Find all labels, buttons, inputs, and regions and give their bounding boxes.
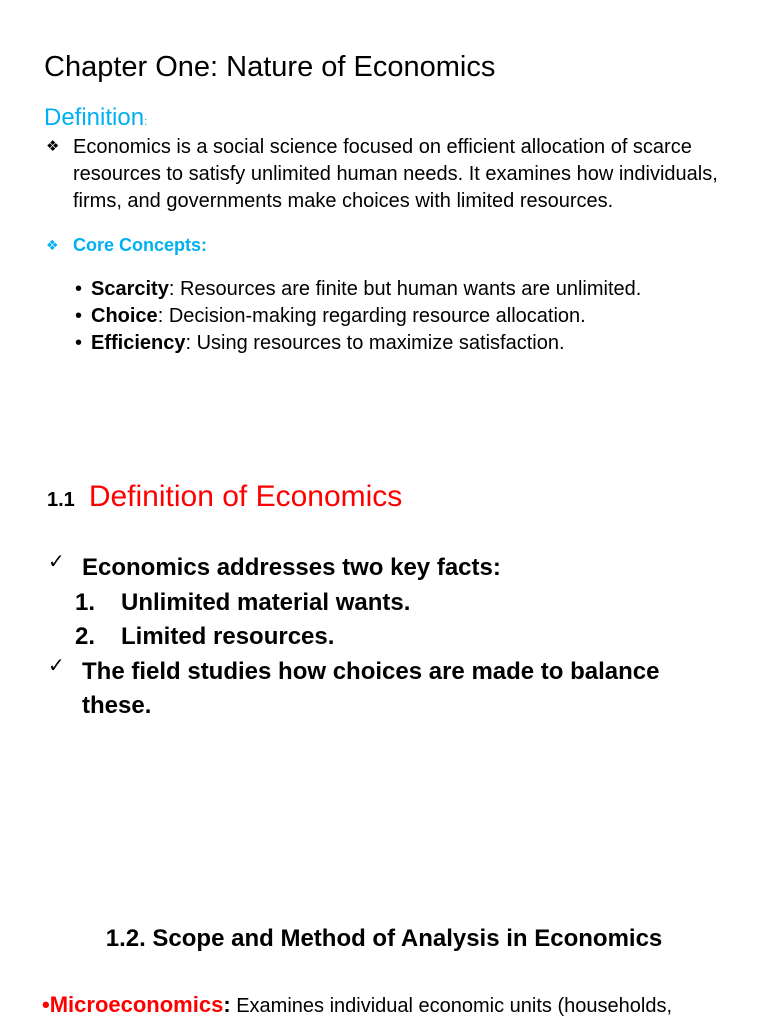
bullet-icon: • [75,305,83,327]
concept-description: Decision-making regarding resource allocation. [168,305,586,327]
item-text: Limited resources. [121,623,335,650]
check-item-text: Economics addresses two key facts: [82,554,501,581]
microeconomics-item [42,991,672,1020]
item-number: 2. [75,623,96,650]
concept-term: Choice [91,305,158,327]
micro-term: Microeconomics [49,992,224,1017]
concept-description: Using resources to maximize satisfaction. [196,332,565,354]
definition-heading [44,104,147,136]
numbered-list [75,586,748,655]
bullet-icon: • [75,278,83,300]
definition-heading-label: Definition [44,104,145,131]
check-icon: ✓ [48,652,65,677]
concept-separator: : [185,332,192,354]
micro-separator: : [223,992,231,1017]
list-item [75,330,641,357]
definition-paragraph: Economics is a social science focused on efficient allocation of scarce resources to satisfy unlimited human needs. It examines how individuals, firms, and governments make choices with limited resources. [73,136,718,212]
numbered-item [75,586,748,621]
concept-term: Scarcity [91,278,169,300]
diamond-bullet-icon: ❖ [46,238,59,254]
section-1-2-heading: 1.2. Scope and Method of Analysis in Economics [105,925,663,952]
definition-heading-colon: : [144,116,148,128]
check-item-text: The field studies how choices are made to balance these. [82,657,660,719]
concept-description: Resources are finite but human wants are unlimited. [179,278,642,300]
item-number: 1. [75,588,96,616]
core-concepts-heading [46,233,207,259]
diamond-bullet-icon: ❖ [46,137,60,155]
core-concepts-label: Core Concepts: [73,235,208,255]
definition-bullet-item [46,134,746,215]
item-text: Unlimited material wants. [121,588,411,616]
section-1-1-heading [47,477,402,522]
section-number: 1.1 [47,489,75,511]
chapter-title: Chapter One: Nature of Economics [44,51,496,83]
concept-term: Efficiency [91,332,186,354]
check-icon: ✓ [48,549,65,573]
list-item [75,276,641,303]
check-item [48,652,748,724]
concept-separator: : [157,305,164,327]
core-concepts-list [75,276,641,357]
bullet-icon: • [42,992,50,1017]
micro-description: Examines individual economic units (households, [236,995,672,1017]
list-item [75,303,641,330]
concept-separator: : [168,278,175,300]
section-title: Definition of Economics [88,480,403,513]
numbered-item [75,620,748,655]
check-item [48,551,748,655]
bullet-icon: • [75,332,83,354]
key-facts-list [48,551,748,724]
